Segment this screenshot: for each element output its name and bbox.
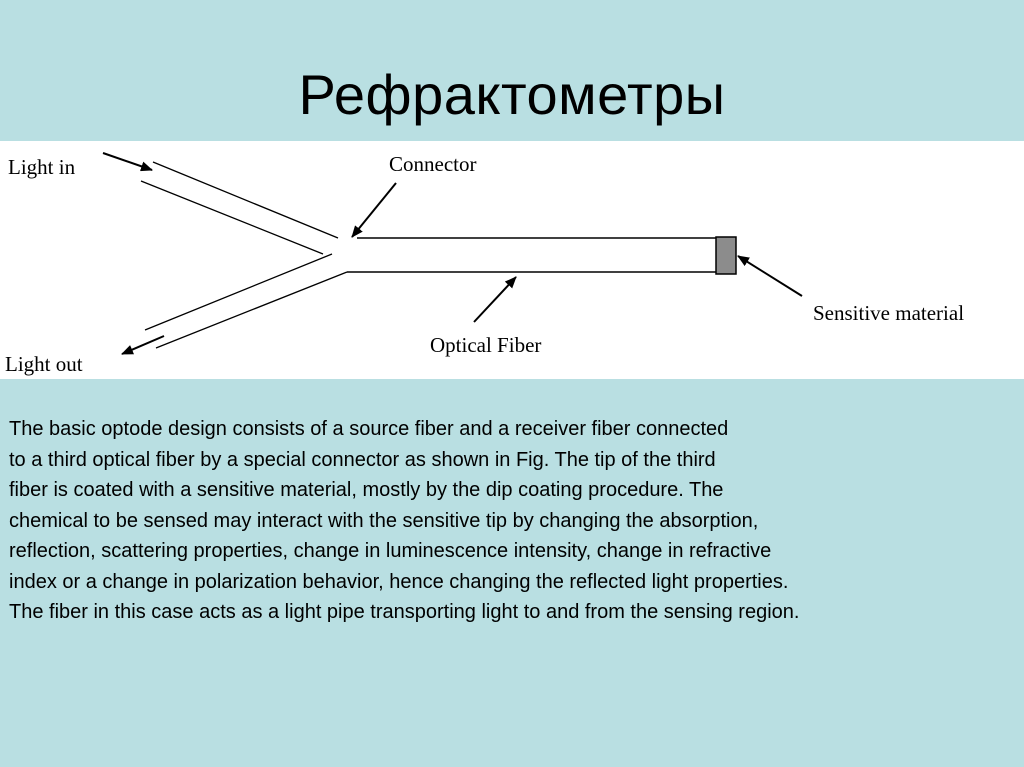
light-in-arrow [103,153,152,170]
optical-fiber [347,238,716,272]
optical-fiber-arrow [474,277,516,322]
connector-label: Connector [389,152,477,176]
slide-title: Рефрактометры [298,63,726,126]
paragraph-line: to a third optical fiber by a special connector as shown in Fig. The tip of the third [9,448,716,471]
connector-arrow [352,183,396,237]
diagram-svg [0,141,1024,379]
sensitive-material-arrow [738,256,802,296]
light-out-arrow [122,336,164,354]
paragraph-line: The basic optode design consists of a source fiber and a receiver fiber connected [9,418,729,440]
sensitive-material-label: Sensitive material [813,301,965,325]
optical-fiber-label: Optical Fiber [430,333,542,357]
light-in-label: Light in [8,155,76,179]
description-paragraph [9,414,1021,628]
fiber-optic-diagram [0,141,1024,379]
paragraph-line: reflection, scattering properties, change in luminescence intensity, change in refractive [9,540,772,562]
sensitive-material-tip [716,237,736,274]
paragraph-line: The fiber in this case acts as a light pipe transporting light to and from the sensing region. [9,601,800,623]
receiver-fiber [145,254,347,348]
paragraph-line: chemical to be sensed may interact with the sensitive tip by changing the absorption, [9,509,759,532]
paragraph-line: fiber is coated with a sensitive material, mostly by the dip coating procedure. The [9,479,724,501]
light-out-label: Light out [5,352,83,376]
paragraph-line: index or a change in polarization behavior, hence changing the reflected light properties. [9,570,789,593]
source-fiber [141,162,338,254]
